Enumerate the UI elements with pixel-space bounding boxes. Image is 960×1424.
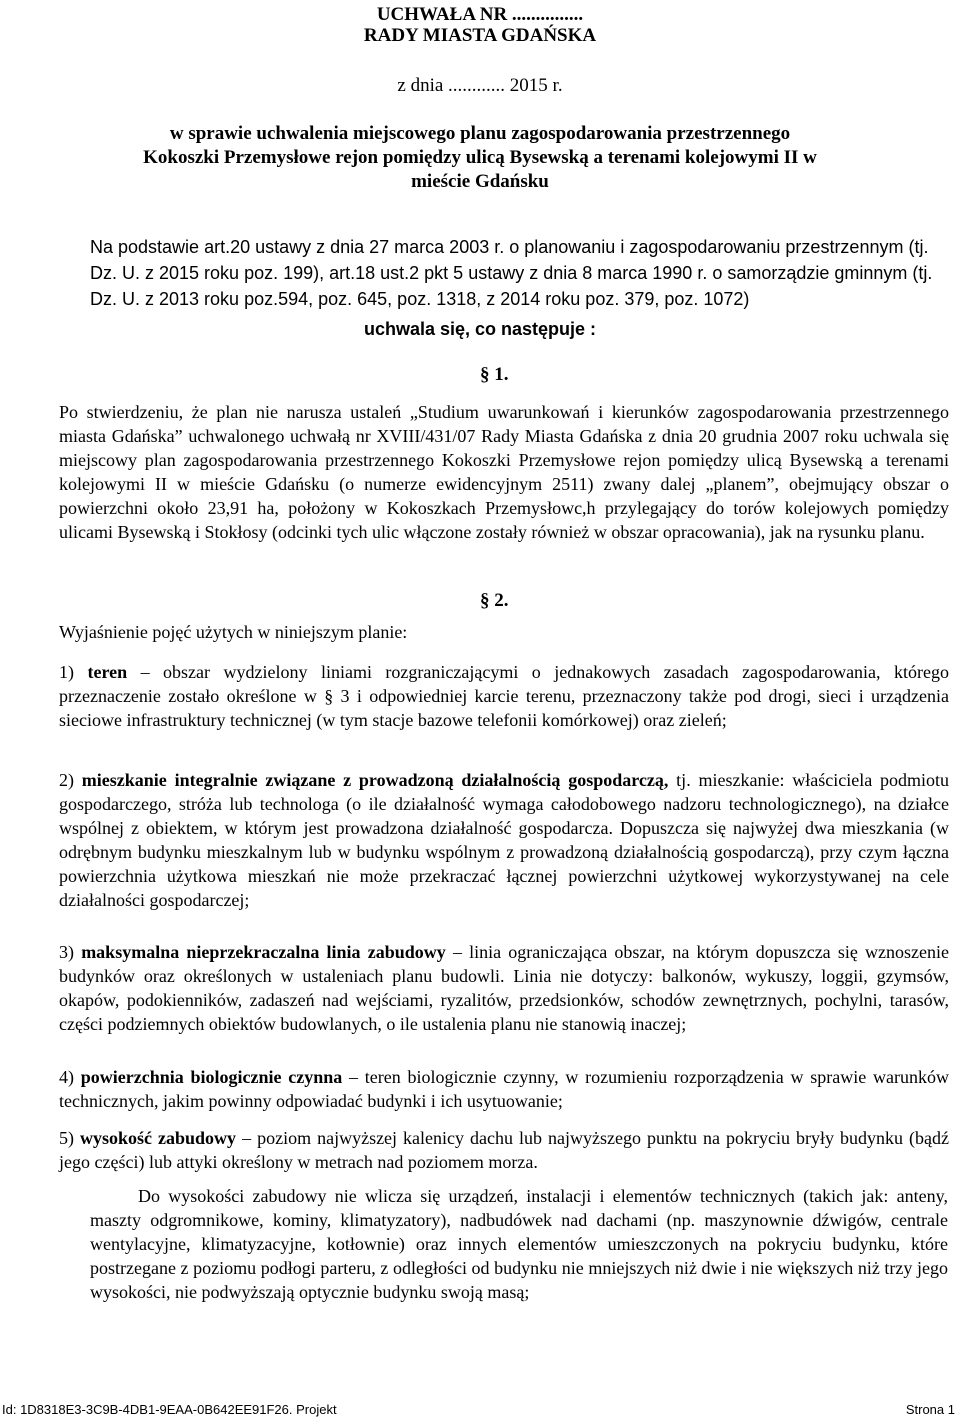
height-note: Do wysokości zabudowy nie wlicza się urządzeń, instalacji i elementów technicznych (takich jak: anteny, maszty odgromnikowe, kominy, klimatyzatory), nadbudówek nad dachami (np. maszynownie dźwigów, centrale wentylacyjne, klimatyzacyjne, kotłownie) oraz innych elementów umieszczonych na pokryciu budynku, które postrzegane z poziomu podłogi parteru, z odległości od budynku nie mniejszych niż dwie i nie większych niż trzy jego wysokości, nie podwyższają optycznie budynku swoją masą;: [90, 1186, 948, 1302]
definition-term: mieszkanie integralnie związane z prowadzoną działalnością gospodarczą,: [81, 770, 669, 790]
enactment-clause: uchwala się, co następuje :: [363, 319, 597, 339]
definition-term: wysokość zabudowy: [80, 1128, 237, 1148]
definition-number: 2): [59, 770, 74, 790]
legal-basis: Na podstawie art.20 ustawy z dnia 27 marca 2003 r. o planowaniu i zagospodarowaniu przestrzennym (tj. Dz. U. z 2015 roku poz. 199), art.18 ust.2 pkt 5 ustawy z dnia 8 marca 1990 r. o samorządzie gminnym (tj. Dz. U. z 2013 roku poz.594, poz. 645, poz. 1318, z 2014 roku poz. 379, poz. 1072): [90, 237, 933, 309]
definition-item: [59, 768, 949, 912]
section-1-mark: § 1.: [480, 364, 509, 385]
resolution-date: z dnia ............ 2015 r.: [397, 75, 563, 96]
definitions-intro: Wyjaśnienie pojęć użytych w niniejszym planie:: [59, 622, 408, 642]
section-2-mark: § 2.: [480, 590, 509, 611]
resolution-subject: w sprawie uchwalenia miejscowego planu zagospodarowania przestrzennego Kokoszki Przemysłowe rejon pomiędzy ulicą Bysewską a terenami kolejowymi II w mieście Gdańsku: [143, 123, 817, 192]
definition-term: teren: [87, 662, 128, 682]
definition-number: 3): [59, 942, 74, 962]
definition-item: [59, 1065, 949, 1113]
definition-number: 5): [59, 1128, 74, 1148]
definition-text: tj. mieszkanie: właściciela podmiotu gospodarczego, stróża lub technologa (o ile działalność wymaga całodobowego nadzoru technologicznego), na działce wspólnej z obiektem, w którym jest prowadzona działalność gospodarcza. Dopuszcza się najwyżej dwa mieszkania (w odrębnym budynku mieszkalnym lub w budynku wspólnym z prowadzoną działalnością gospodarczą), przy czym łączna powierzchnia użytkowa mieszkań nie może przekraczać łącznej powierzchni użytkowej wykorzystywanej na cele działalności gospodarczej;: [59, 770, 949, 910]
section-1-text: Po stwierdzeniu, że plan nie narusza ustaleń „Studium uwarunkowań i kierunków zagospodarowania przestrzennego miasta Gdańska” uchwalonego uchwałą nr XVIII/431/07 Rady Miasta Gdańska z dnia 20 grudnia 2007 roku uchwala się miejscowy plan zagospodarowania przestrzennego Kokoszki Przemysłowe rejon pomiędzy ulicą Bysewską a terenami kolejowymi II w mieście Gdańsku (o numerze ewidencyjnym 2511) zwany dalej „planem”, obejmujący obszar o powierzchni około 23,91 ha, położony w Kokoszkach Przemysłowc,h przylegający do torów kolejowych pomiędzy ulicami Bysewską i Stokłosy (odcinki tych ulic włączone zostały również w obszar opracowania), jak na rysunku planu.: [59, 402, 949, 542]
definition-text: – obszar wydzielony liniami rozgraniczającymi o jednakowych zasadach zagospodarowania, którego przeznaczenie zostało określone w § 3 i odpowiedniej karcie terenu, przeznaczony także pod drogi, sieci i urządzenia sieciowe infrastruktury technicznej (w tym stacje bazowe telefonii komórkowej) oraz zieleń;: [59, 662, 950, 730]
definition-item: [59, 940, 949, 1036]
definition-number: 1): [59, 662, 74, 682]
definition-text: – poziom najwyższej kalenicy dachu lub najwyższego punktu na pokryciu bryły budynku (bądź jego części) lub attyki określony w metrach nad poziomem morza.: [59, 1128, 950, 1172]
definition-item: [59, 1126, 949, 1174]
definition-text: – linia ograniczająca obszar, na którym dopuszcza się wznoszenie budynków oraz określonych w ustaleniach planu budowli. Linia nie dotyczy: balkonów, wykuszy, loggii, gzymsów, okapów, podokienników, zadaszeń nad wejściami, ryzalitów, przedsionków, schodów zewnętrznych, pochylni, tarasów, części podziemnych obiektów budowlanych, o ile ustalenia planu nie stanowią inaczej;: [59, 942, 949, 1034]
definition-item: [59, 660, 949, 732]
definition-text: – teren biologicznie czynny, w rozumieniu rozporządzenia w sprawie warunków technicznych, jakim powinny odpowiadać budynki i ich usytuowanie;: [59, 1067, 950, 1111]
definition-number: 4): [59, 1067, 74, 1087]
resolution-title: UCHWAŁA NR ...............: [376, 4, 584, 25]
definition-term: maksymalna nieprzekraczalna linia zabudowy: [81, 942, 446, 962]
page-number: Strona 1: [905, 1402, 955, 1417]
document-id: Id: 1D8318E3-3C9B-4DB1-9EAA-0B642EE91F26. Projekt: [2, 1402, 337, 1417]
definition-term: powierzchnia biologicznie czynna: [80, 1067, 343, 1087]
council-name: RADY MIASTA GDAŃSKA: [363, 25, 597, 46]
